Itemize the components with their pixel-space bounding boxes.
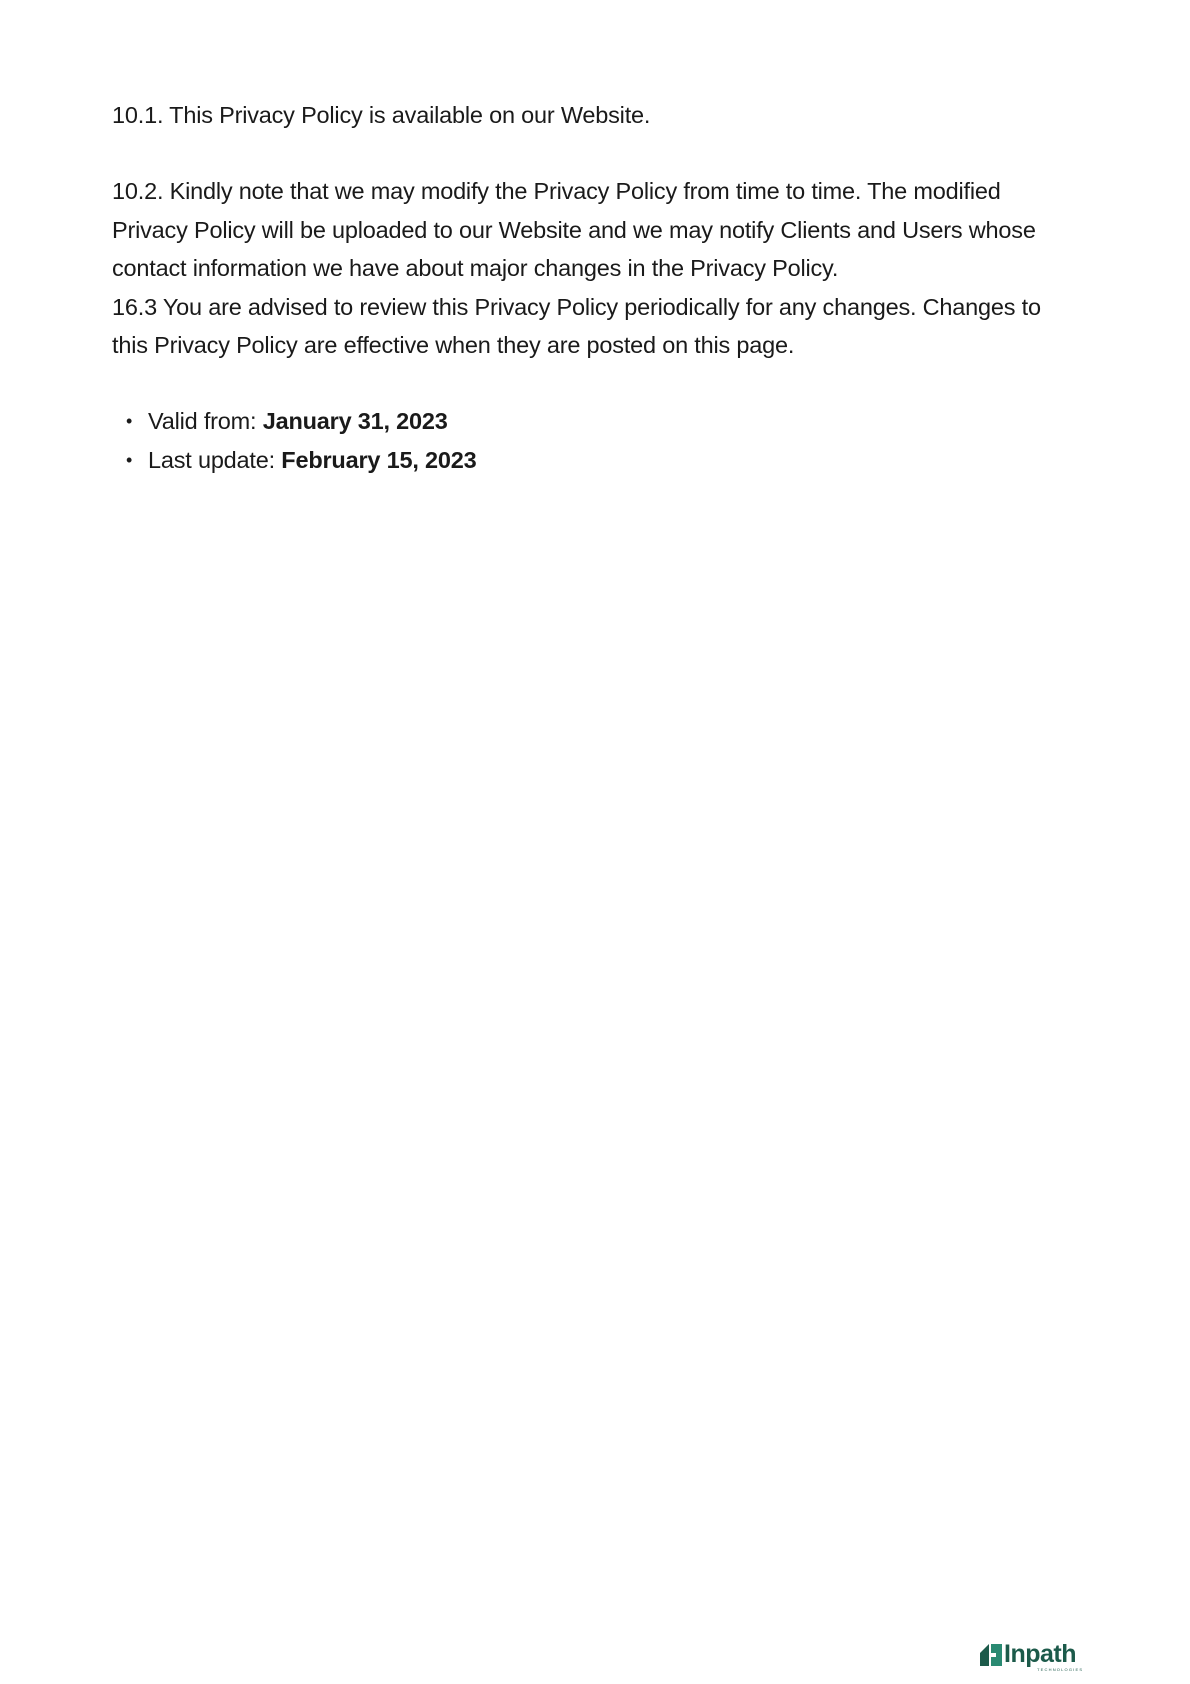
logo-tagline: TECHNOLOGIES	[1037, 1667, 1084, 1672]
valid-from-date: January 31, 2023	[262, 408, 448, 435]
paragraph-spacer	[112, 134, 1072, 172]
inpath-logo	[980, 1642, 1090, 1672]
last-update-date: February 15, 2023	[281, 446, 477, 473]
policy-content	[112, 96, 1072, 479]
paragraph-10-1: 10.1. This Privacy Policy is available on our Website.	[112, 102, 651, 128]
valid-from-label: Valid from:	[148, 408, 263, 435]
bullet-icon: •	[126, 449, 133, 470]
logo-wordmark: Inpath	[1004, 1640, 1076, 1668]
bullet-icon: •	[126, 411, 133, 432]
last-update-label: Last update:	[148, 446, 282, 473]
paragraph-16-3: 16.3 You are advised to review this Privacy Policy periodically for any changes. Changes to this Privacy Policy are effective when they are posted on this page.	[112, 293, 1041, 359]
inpath-logo-mark-icon	[980, 1644, 1002, 1666]
last-update-item	[112, 441, 1072, 479]
paragraph-spacer	[112, 364, 1072, 402]
valid-from-item	[112, 402, 1072, 440]
validity-dates-list	[112, 402, 1072, 479]
paragraph-10-2: 10.2. Kindly note that we may modify the Privacy Policy from time to time. The modified Privacy Policy will be uploaded to our Website and we may notify Clients and Users whose contact information we have about major changes in the Privacy Policy.	[112, 178, 1036, 282]
